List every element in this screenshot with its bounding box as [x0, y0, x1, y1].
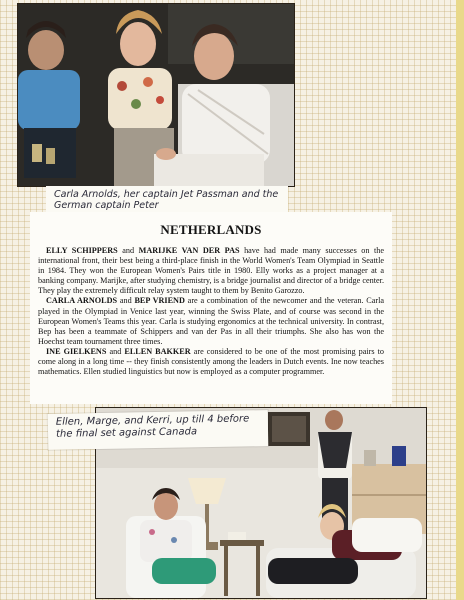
- article-paragraph-2: CARLA ARNOLDS and BEP VRIEND are a combination of the newcomer and the veteran. Carla played in the Olympiad in Venice last year, winning the Swiss Plate, and of course was second in the European Women's Teams this year. Carla is studying ergonomics at the technical university. In contrast, Bep has been a teammate of Schippers and van der Pas in all their triumphs. She also has won the Hoechst team tournament three times.: [38, 296, 385, 346]
- article-paragraph-3: INE GIELKENS and ELLEN BAKKER are considered to be one of the most promising pairs to come along in a long time -- they finish consistently among the leaders in Dutch events. Ine now teaches mathematics. Ellen studied linguistics but now is employed as a computer programmer.: [38, 346, 384, 377]
- caption-bottom: Ellen, Marge, and Kerri, up till 4 before the final set against Canada: [48, 410, 269, 450]
- player-name: MARIJKE VAN DER PAS: [138, 246, 240, 255]
- page-edge-stripe: [456, 0, 464, 600]
- paragraph-text: have had made many successes on the international front, their best being a third-place finish in the World Women's Team Olympiad in Seattle in 1984. They won the European Women's Pairs title in 1980. Elly works as a project manager at a banking company. Marijke, after studying chemistry, is a bridge journalist and director of a bridge center. They play the extremely difficult relay system taught to them by Benito Garozzo.: [38, 246, 385, 296]
- caption-top: Carla Arnolds, her captain Jet Passman and the German captain Peter: [46, 186, 288, 216]
- paragraph-text: are considered to be one of the most promising pairs to come along in a long time -- they finish consistently among the leaders in Dutch events. Ine now teaches mathematics. Ellen studied linguistics but now is employed as a computer programmer.: [38, 346, 384, 377]
- article-netherlands: [30, 212, 392, 404]
- photo-top-group-laughing: [18, 4, 294, 186]
- article-paragraph-1: ELLY SCHIPPERS and MARIJKE VAN DER PAS have had made many successes on the international front, their best being a third-place finish in the World Women's Team Olympiad in Seattle in 1984. They won the European Women's Pairs title in 1980. Elly works as a project manager at a banking company. Marijke, after studying chemistry, is a bridge journalist and director of a bridge center. They play the extremely difficult relay system taught to them by Benito Garozzo.: [38, 246, 385, 296]
- player-name: ELLEN BAKKER: [124, 346, 191, 356]
- article-title: NETHERLANDS: [160, 222, 262, 237]
- player-name: CARLA ARNOLDS: [46, 296, 118, 306]
- paragraph-text: are a combination of the newcomer and the veteran. Carla played in the Olympiad in Venice last year, winning the Swiss Plate, and of course was second in the European Women's Teams this year. Carla is studying ergonomics at the technical university. In contrast, Bep has been a teammate of Schippers and van der Pas in all their triumphs. She also has won the Hoechst team tournament three times.: [38, 296, 385, 346]
- player-name: BEP VRIEND: [134, 296, 185, 306]
- photo-top-image: [18, 4, 294, 186]
- player-name: INE GIELKENS: [46, 346, 107, 356]
- player-name: ELLY SCHIPPERS: [46, 246, 118, 255]
